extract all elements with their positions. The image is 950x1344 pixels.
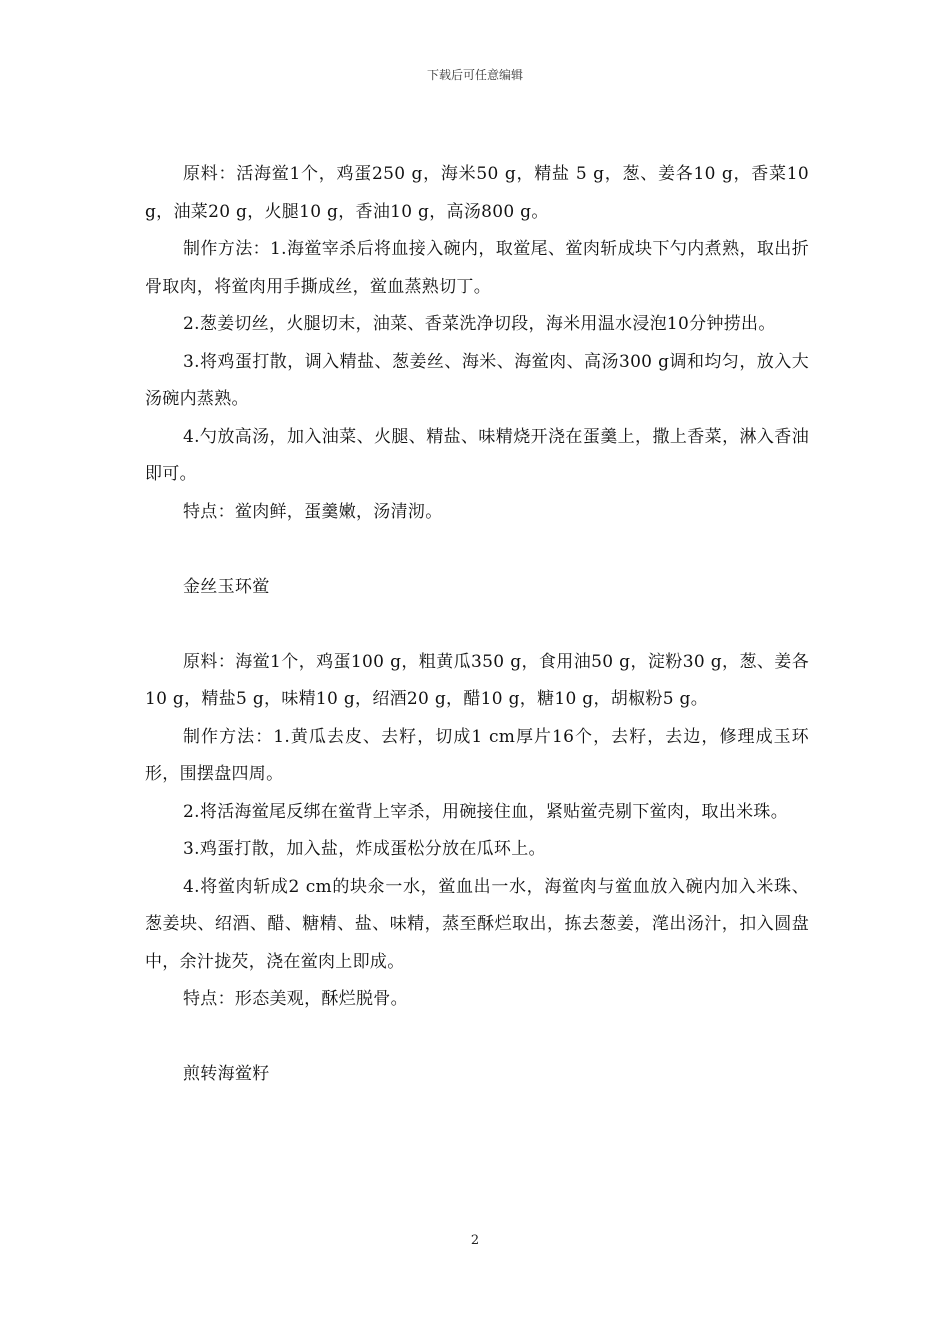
page-header: 下载后可任意编辑 [426,68,523,82]
paragraph: 2.将活海鲎尾反绑在鲎背上宰杀，用碗接住血，紧贴鲎壳剔下鲎肉，取出米珠。 [183,801,789,822]
paragraph: 特点：鲎肉鲜，蛋羹嫩，汤清沏。 [183,501,443,522]
paragraph: 制作方法：1.黄瓜去皮、去籽，切成1 cm厚片16个，去籽，去边，修理成玉环形，围摆盘四周。 [145,726,809,784]
page-number: 2 [470,1233,480,1248]
paragraph: 原料：海鲎1个，鸡蛋100 g，粗黄瓜350 g，食用油50 g，淀粉30 g，葱、姜各10 g，精盐5 g，味精10 g，绍酒20 g，醋10 g，糖10 g，胡椒粉5 g。 [145,651,809,709]
paragraph: 2.葱姜切丝，火腿切末，油菜、香菜洗净切段，海米用温水浸泡10分钟捞出。 [183,314,776,334]
paragraph: 原料：活海鲎1个，鸡蛋250 g，海米50 g，精盐 5 g，葱、姜各10 g，香菜10 g，油菜20 g，火腿10 g，香油10 g，高汤800 g。 [145,164,809,222]
paragraph: 3.鸡蛋打散，加入盐，炸成蛋松分放在瓜环上。 [183,839,546,859]
paragraph: 4.将鲎肉斩成2 cm的块氽一水，鲎血出一水，海鲎肉与鲎血放入碗内加入米珠、葱姜块、绍酒、醋、糖精、盐、味精，蒸至酥烂取出，拣去葱姜，滗出汤汁，扣入圆盘中，余汁拢芡，浇在鲎肉上即成。 [145,876,809,972]
document-body [145,156,809,1131]
paragraph: 制作方法：1.海鲎宰杀后将血接入碗内，取鲎尾、鲎肉斩成块下勺内煮熟，取出折骨取肉，将鲎肉用手撕成丝，鲎血蒸熟切丁。 [145,239,809,297]
paragraph: 4.勺放高汤，加入油菜、火腿、精盐、味精烧开浇在蛋羹上，撒上香菜，淋入香油即可。 [145,426,809,484]
section-title: 金丝玉环鲎 [183,576,270,597]
paragraph: 特点：形态美观，酥烂脱骨。 [183,989,408,1009]
paragraph: 3.将鸡蛋打散，调入精盐、葱姜丝、海米、海鲎肉、高汤300 g调和均匀，放入大汤碗内蒸熟。 [145,351,809,409]
section-title: 煎转海鲎籽 [183,1064,270,1084]
